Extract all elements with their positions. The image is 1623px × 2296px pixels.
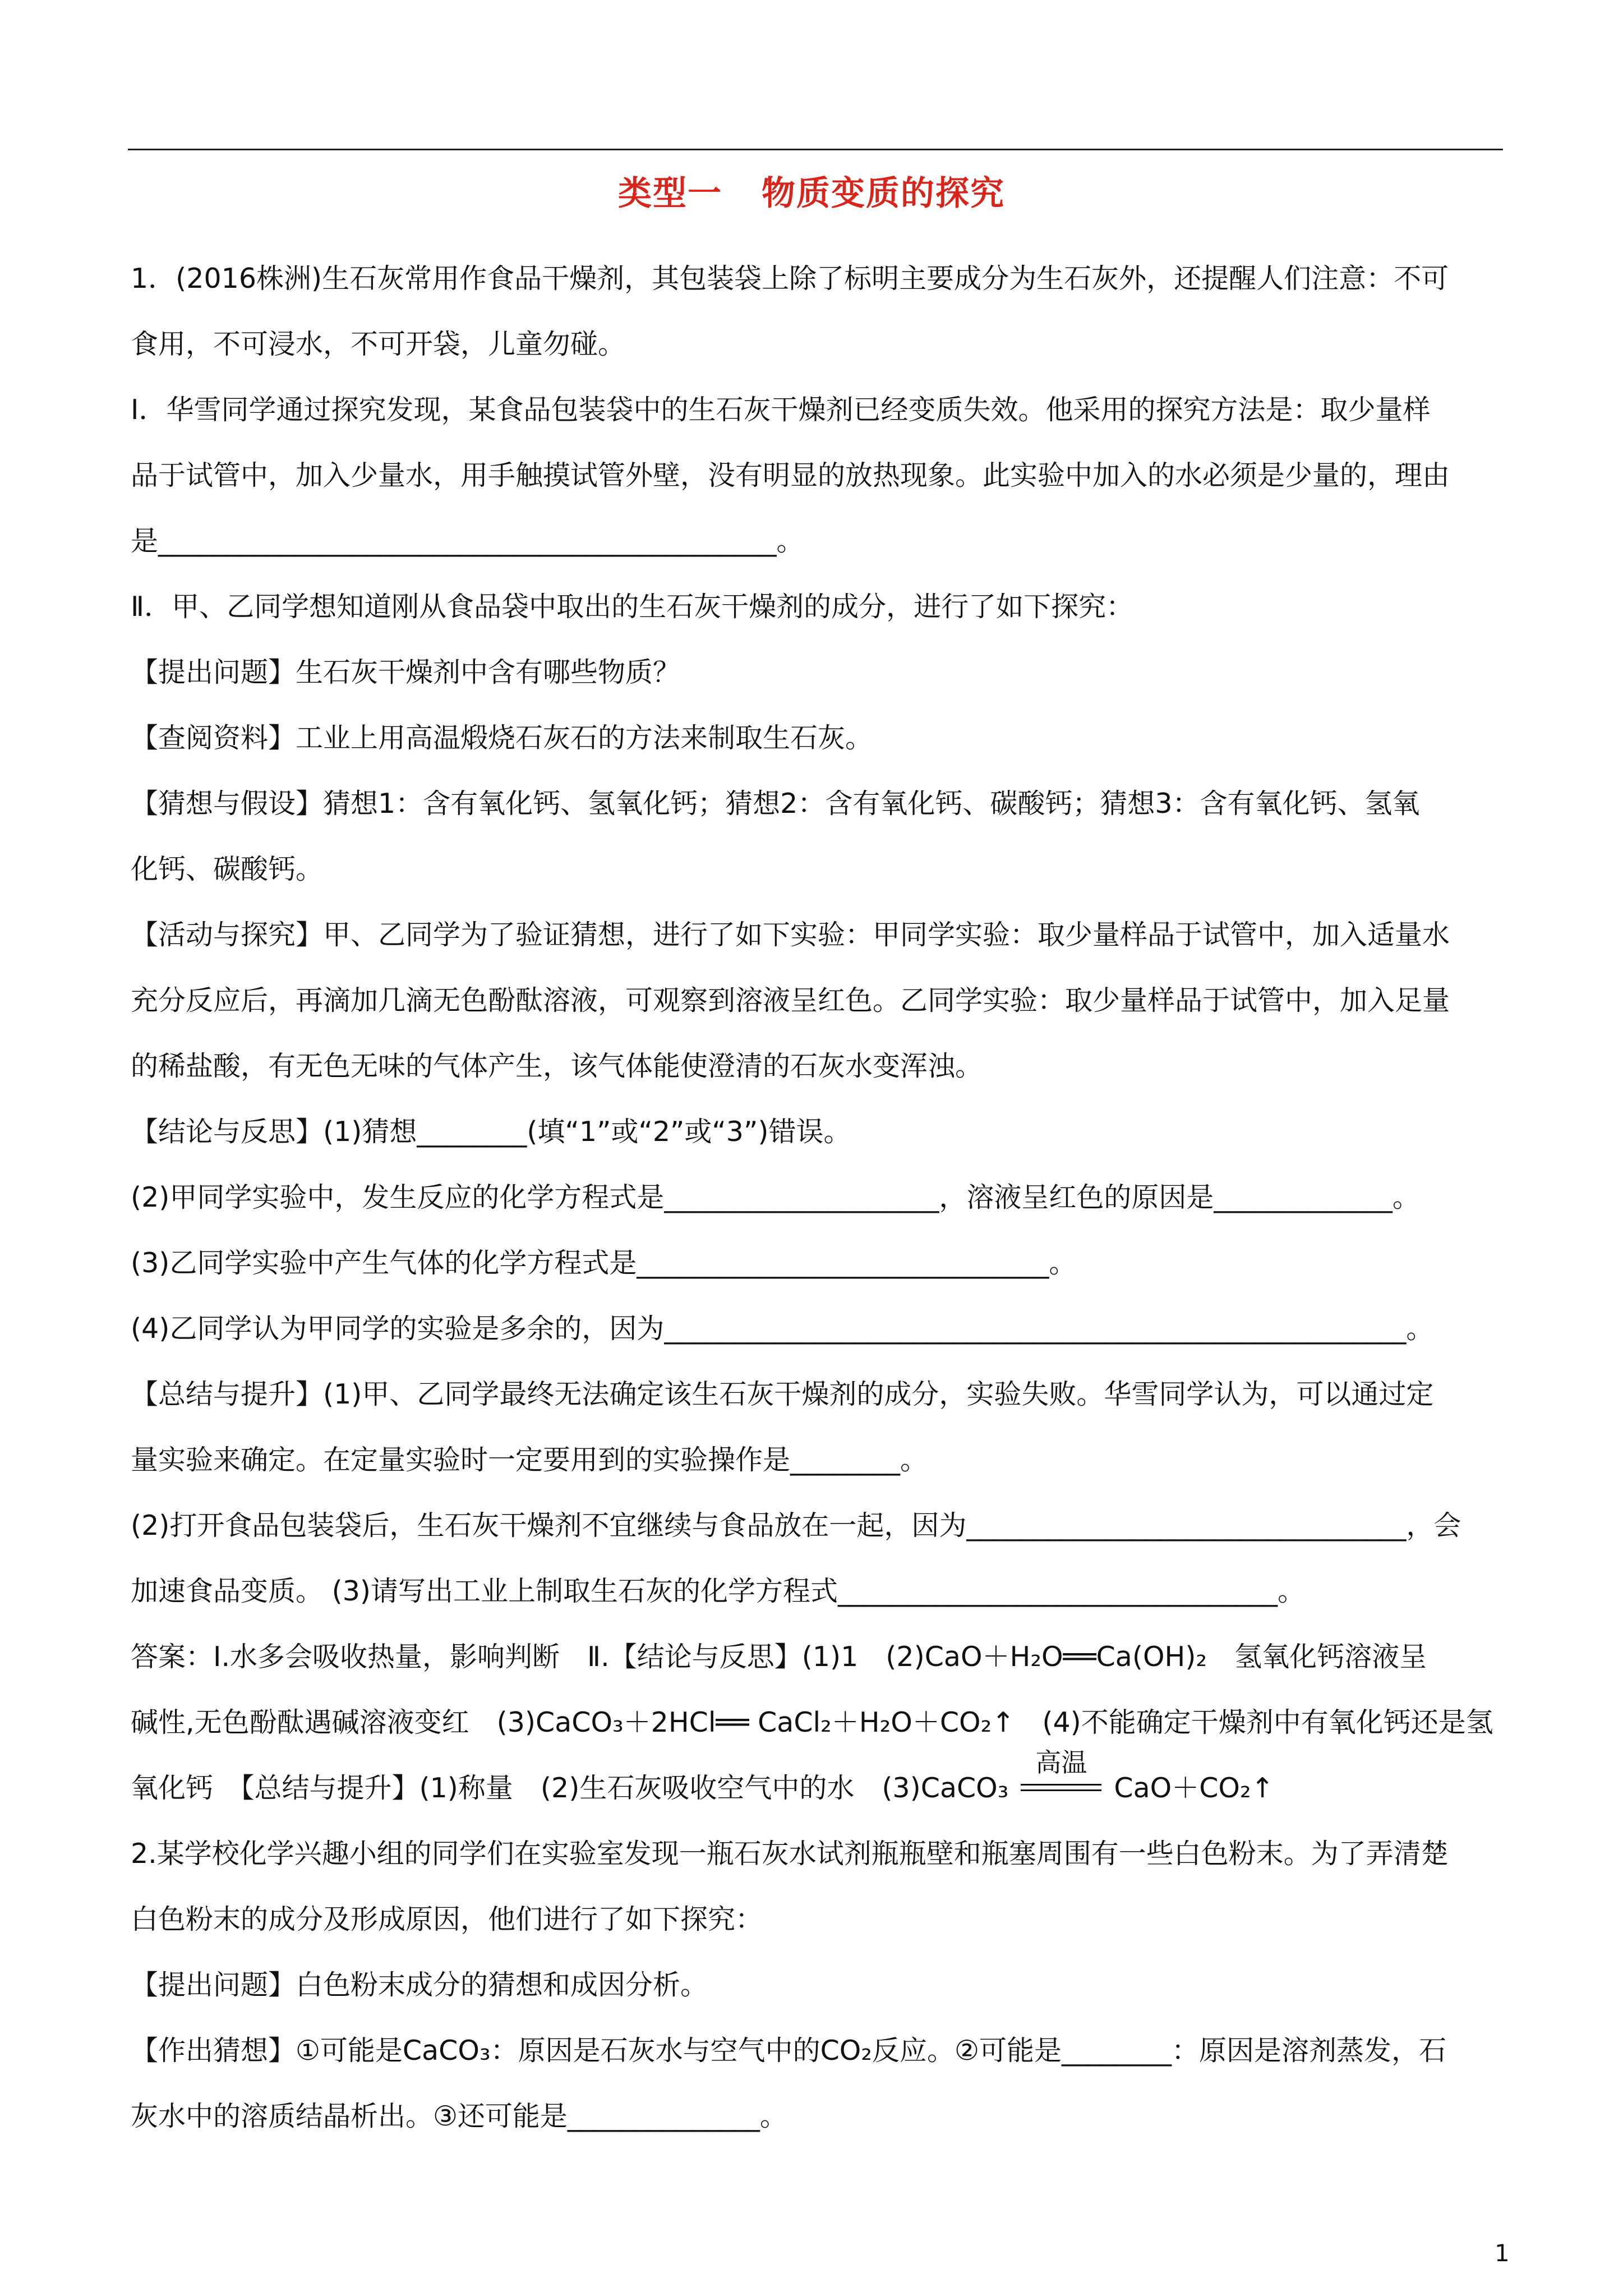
fill-blank-line: 灰水中的溶质结晶析出。③还可能是______________。 bbox=[131, 2100, 787, 2132]
fill-blank-line: (2)甲同学实验中，发生反应的化学方程式是____________________，溶液呈红色的原因是_____________。 bbox=[131, 1181, 1420, 1213]
text-line: 1．(2016株洲)生石灰常用作食品干燥剂，其包装袋上除了标明主要成分为生石灰外，还提醒人们注意：不可 bbox=[131, 263, 1449, 295]
page-number: 1 bbox=[1495, 2239, 1510, 2267]
title-topic-label: 物质变质的探究 bbox=[762, 174, 1005, 213]
text-line: 充分反应后，再滴加几滴无色酚酞溶液，可观察到溶液呈红色。乙同学实验：取少量样品于试管中，加入足量 bbox=[131, 984, 1450, 1016]
fill-blank-line: (3)乙同学实验中产生气体的化学方程式是______________________________。 bbox=[131, 1247, 1077, 1279]
title-type-label: 类型一 bbox=[618, 174, 722, 213]
reaction-condition bbox=[1016, 1747, 1106, 1804]
fill-blank-line: 量实验来确定。在定量实验时一定要用到的实验操作是________。 bbox=[131, 1444, 928, 1476]
answer-line: 答案：Ⅰ.水多会吸收热量，影响判断 Ⅱ.【结论与反思】(1)1 (2)CaO＋H₂O══Ca(OH)₂ 氢氧化钙溶液呈 bbox=[131, 1641, 1427, 1673]
answer-text: CaO＋CO₂↑ bbox=[1114, 1772, 1274, 1804]
text-line: 【查阅资料】工业上用高温煅烧石灰石的方法来制取生石灰。 bbox=[131, 722, 873, 754]
answer-text: 氧化钙 【总结与提升】(1)称量 (2)生石灰吸收空气中的水 (3)CaCO₃ bbox=[131, 1772, 1009, 1804]
fill-blank-line: 是_____________________________________________。 bbox=[131, 525, 804, 557]
text-line: 【提出问题】白色粉末成分的猜想和成因分析。 bbox=[131, 1969, 708, 2001]
fill-blank-line: (4)乙同学认为甲同学的实验是多余的，因为______________________________________________________。 bbox=[131, 1313, 1434, 1345]
text-line: 2.某学校化学兴趣小组的同学们在实验室发现一瓶石灰水试剂瓶瓶壁和瓶塞周围有一些白色粉末。为了弄清楚 bbox=[131, 1838, 1449, 1870]
text-line: 食用，不可浸水，不可开袋，儿童勿碰。 bbox=[131, 328, 626, 360]
text-line: 【提出问题】生石灰干燥剂中含有哪些物质？ bbox=[131, 656, 681, 688]
text-line: 品于试管中，加入少量水，用手触摸试管外壁，没有明显的放热现象。此实验中加入的水必须是少量的，理由 bbox=[131, 459, 1450, 491]
header-rule bbox=[128, 149, 1503, 150]
fill-blank-line: (2)打开食品包装袋后，生石灰干燥剂不宜继续与食品放在一起，因为________________________________，会 bbox=[131, 1510, 1461, 1542]
fill-blank-line: 加速食品变质。 (3)请写出工业上制取生石灰的化学方程式________________________________。 bbox=[131, 1575, 1305, 1607]
reaction-condition-label: 高温 bbox=[1035, 1747, 1087, 1778]
fill-blank-line: 【作出猜想】①可能是CaCO₃：原因是石灰水与空气中的CO₂反应。②可能是________：原因是溶剂蒸发，石 bbox=[131, 2035, 1446, 2067]
text-line: 的稀盐酸，有无色无味的气体产生，该气体能使澄清的石灰水变浑浊。 bbox=[131, 1050, 983, 1082]
fill-blank-line: 【结论与反思】(1)猜想________(填“1”或“2”或“3”)错误。 bbox=[131, 1116, 851, 1148]
text-line: Ⅰ．华雪同学通过探究发现，某食品包装袋中的生石灰干燥剂已经变质失效。他采用的探究方法是：取少量样 bbox=[131, 394, 1431, 426]
text-line: Ⅱ．甲、乙同学想知道刚从食品袋中取出的生石灰干燥剂的成分，进行了如下探究： bbox=[131, 591, 1134, 623]
text-line: 【总结与提升】(1)甲、乙同学最终无法确定该生石灰干燥剂的成分，实验失败。华雪同学认为，可以通过定 bbox=[131, 1378, 1434, 1410]
answer-line bbox=[131, 1747, 1505, 1821]
answer-line: 碱性,无色酚酞遇碱溶液变红 (3)CaCO₃＋2HCl══ CaCl₂＋H₂O＋CO₂↑ (4)不能确定干燥剂中有氧化钙还是氢 bbox=[131, 1706, 1493, 1738]
text-line: 【活动与探究】甲、乙同学为了验证猜想，进行了如下实验：甲同学实验：取少量样品于试管中，加入适量水 bbox=[131, 919, 1450, 951]
text-line: 白色粉末的成分及形成原因，他们进行了如下探究： bbox=[131, 1903, 763, 1935]
text-line: 【猜想与假设】猜想1：含有氧化钙、氢氧化钙；猜想2：含有氧化钙、碳酸钙；猜想3：含有氧化钙、氢氧 bbox=[131, 788, 1420, 820]
text-line: 化钙、碳酸钙。 bbox=[131, 853, 324, 885]
page-title bbox=[0, 171, 1623, 216]
document-body bbox=[131, 246, 1505, 2149]
